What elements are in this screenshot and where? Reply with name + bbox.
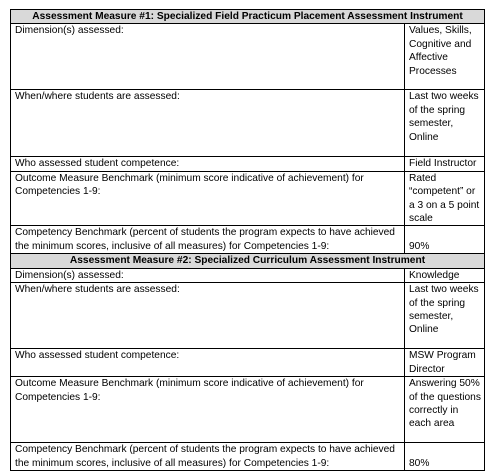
measure-1-who-value: Field Instructor bbox=[405, 157, 485, 171]
measure-1-outcome-row bbox=[11, 171, 485, 226]
measure-2-competency-label: Competency Benchmark (percent of students the program expects to have achieved the minimum scores, inclusive of all measures) for Competencies 1-9: bbox=[11, 443, 405, 471]
measure-2-title: Assessment Measure #2: Specialized Curriculum Assessment Instrument bbox=[11, 254, 485, 268]
measure-2-dimension-value: Knowledge bbox=[405, 268, 485, 282]
measure-1-dimension-label: Dimension(s) assessed: bbox=[11, 24, 405, 90]
measure-2-outcome-row bbox=[11, 377, 485, 443]
measure-2-when-row bbox=[11, 283, 485, 349]
measure-1-title: Assessment Measure #1: Specialized Field Practicum Placement Assessment Instrument bbox=[11, 10, 485, 24]
measure-2-competency-value: 80% bbox=[405, 443, 485, 471]
measure-1-outcome-value: Rated “competent” or a 3 on a 5 point scale bbox=[405, 171, 485, 226]
measure-1-dimension-row bbox=[11, 24, 485, 90]
measure-1-header-row bbox=[11, 10, 485, 24]
measure-2-outcome-label: Outcome Measure Benchmark (minimum score indicative of achievement) for Competencies 1-9: bbox=[11, 377, 405, 443]
measure-2-who-label: Who assessed student competence: bbox=[11, 349, 405, 377]
measure-2-when-label: When/where students are assessed: bbox=[11, 283, 405, 349]
measure-2-when-value: Last two weeks of the spring semester, Online bbox=[405, 283, 485, 349]
measure-2-header-row bbox=[11, 254, 485, 268]
measure-1-dimension-value: Values, Skills, Cognitive and Affective Processes bbox=[405, 24, 485, 90]
measure-1-competency-row bbox=[11, 226, 485, 254]
measure-1-when-value: Last two weeks of the spring semester, Online bbox=[405, 90, 485, 157]
measure-1-outcome-label: Outcome Measure Benchmark (minimum score indicative of achievement) for Competencies 1-9: bbox=[11, 171, 405, 226]
measure-2-competency-row bbox=[11, 443, 485, 471]
measure-1-competency-value: 90% bbox=[405, 226, 485, 254]
measure-2-who-row bbox=[11, 349, 485, 377]
measure-2-outcome-value: Answering 50% of the questions correctly in each area bbox=[405, 377, 485, 443]
measure-1-who-row bbox=[11, 157, 485, 171]
measure-1-who-label: Who assessed student competence: bbox=[11, 157, 405, 171]
measure-1-competency-label: Competency Benchmark (percent of students the program expects to have achieved the minimum scores, inclusive of all measures) for Competencies 1-9: bbox=[11, 226, 405, 254]
measure-2-dimension-label: Dimension(s) assessed: bbox=[11, 268, 405, 282]
measure-1-when-row bbox=[11, 90, 485, 157]
measure-2-who-value: MSW Program Director bbox=[405, 349, 485, 377]
measure-2-dimension-row bbox=[11, 268, 485, 282]
assessment-measures-table bbox=[10, 9, 485, 471]
measure-1-when-label: When/where students are assessed: bbox=[11, 90, 405, 157]
